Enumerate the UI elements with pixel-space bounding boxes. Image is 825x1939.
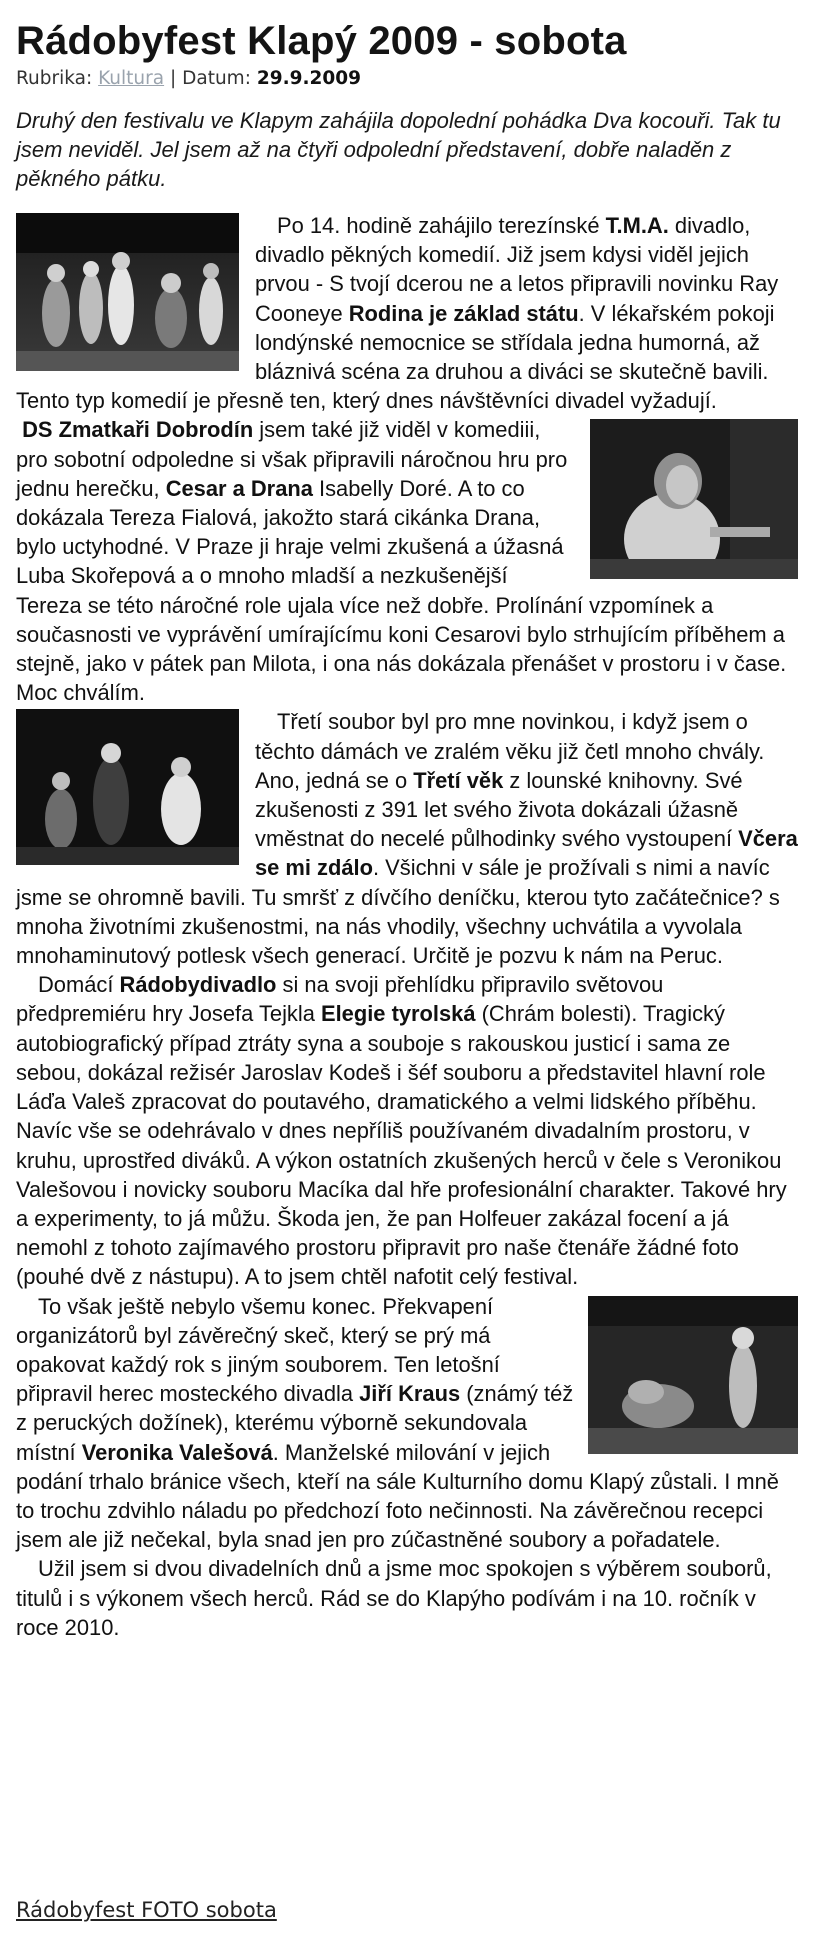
datum-label: Datum: [182, 68, 251, 89]
p3-bold-group: Třetí věk [413, 767, 504, 793]
photo-skec [588, 1296, 798, 1454]
article-body [16, 211, 798, 1642]
photo-cesar-drana-image [590, 419, 798, 579]
photo-treti-vek [16, 709, 239, 865]
article-meta [16, 66, 798, 92]
paragraph-6: Užil jsem si dvou divadelních dnů a jsme moc spokojen s výběrem souborů, titulů i s výkonem všech herců. Rád se do Klapýho podívám i na 10. ročník v roce 2010. [16, 1556, 772, 1640]
p2-text-c: Isabelly Doré. A to co dokázala Tereza Fialová, jakožto stará cikánka Drana, bylo uctyhodné. V Praze ji hraje velmi zkušená a úžasná Luba Skořepová a o mnoho mladší a nezkušenější Tereza se této náročné role ujala více než dobře. Prolínání vzpomínek a současnosti ve vyprávění umírajícímu koni Cesarovi bylo strhujícím příběhem a stejně, jako v pátek pan Milota, i ona nás dokázala přenášet v prostoru i v čase. Moc chválím. [16, 475, 787, 706]
p1-bold-tma: T.M.A. [605, 213, 669, 238]
rubrika-label: Rubrika: [16, 68, 93, 89]
p5-bold-actor: Jiří Kraus [359, 1381, 461, 1407]
article [16, 18, 798, 1642]
photo-cesar-drana [590, 419, 798, 579]
p2-text-a: jsem také již viděl v komediii, pro sobotní odpoledne si však připravili náročnou hru pro jednu herečku, [16, 417, 568, 501]
p1-bold-title: Rodina je základ státu [348, 300, 579, 326]
p1-text-a: Po 14. hodině zahájilo terezínské [277, 213, 606, 238]
article-title: Rádobyfest Klapý 2009 - sobota [16, 19, 627, 63]
p5-text-d: . Manželské milování v jejich podání trhalo bránice všech, kteří na sále Kulturního domu Klapý zůstali. I mně to trochu zdvihlo náladu po předchozí foto nečinnosti. Na závěrečnou recepci jsem ale již nečekal, byla snad jen pro zúčastněné soubory a pořadatele. [16, 1439, 779, 1553]
p4-bold-group: Rádobydivadlo [119, 972, 277, 998]
p3-text-a: Třetí soubor byl pro mne novinkou, i když jsem o těchto dámách ve zralém věku již četl mnoho chvály. Ano, jedná se o [255, 709, 765, 793]
photo-tma-stage-image [16, 213, 239, 371]
p1-text-c: divadlo, divadlo pěkných komedií. Již jsem kdysi viděl jejich prvou - S tvojí dcerou ne a letos připravili novinku Ray Cooneye [255, 213, 779, 326]
p3-text-c: z lounské knihovny. Své zkušenosti z 391 let svého života dokázali úžasně vměstnat do necelé půlhodinky svého vystoupení [255, 767, 743, 852]
meta-separator: | [169, 68, 177, 89]
photo-skec-image [588, 1296, 798, 1454]
datum-value: 29.9.2009 [256, 68, 361, 89]
article-lead: Druhý den festivalu ve Klapym zahájila dopolední pohádka Dva kocouři. Tak tu jsem neviděl. Jel jsem až na čtyři odpolední představení, dobře naladěn z pěkného pátku. [16, 108, 781, 191]
p4-bold-title: Elegie tyrolská [321, 1001, 476, 1027]
p4-text-d: (Chrám bolesti). Tragický autobiografický případ ztráty syna a souboje s rakouskou justicí i sama ze sebou, dokázal režisér Jaroslav Kodeš i šéf souboru a představitel hlavní role Láďa Valeš zpracovat do poutavého, dramatického a velmi lidského příběhu. Navíc vše se odehrávalo v dnes nepříliš používaném divadalním prostoru, v kruhu, uprostřed diváků. A výkon ostatních zkušených herců v čele s Veronikou Valešovou i novicky souboru Macíka dal hře profesionální charakter. Takové hry a experimenty, to já můžu. Škoda jen, že pan Holfeuer zakázal focení a já nemohl z tohoto zajímavého prostoru připravit pro naše čtenáře žádné foto (pouhé dvě z nástupu). A to jsem chtěl nafotit celý festival. [16, 1001, 787, 1290]
p4-text-a: Domácí [38, 972, 120, 998]
p3-bold-title: Včera se mi zdálo [255, 826, 798, 881]
p1-text-d: . V lékařském pokoji londýnské nemocnice se střídala jedna humorná, až bláznivá scéna za druhou a diváci se skutečně bavili. Tento typ komedií je přesně ten, který dnes návštěvníci divadel vyžadují. [16, 300, 775, 414]
p2-bold-title: Cesar a Drana [165, 475, 313, 501]
p4-text-c: si na svoji přehlídku připravilo světovou předpremiéru hry Josefa Tejkla [16, 972, 664, 1027]
p2-bold-ds: DS Zmatkaři Dobrodín [22, 417, 254, 443]
foto-gallery-link[interactable]: Rádobyfest FOTO sobota [16, 1898, 277, 1922]
rubrika-link[interactable]: Kultura [98, 68, 165, 89]
p5-text-c: (známý též z peruckých dožínek), kterému výborně sekundovala místní [16, 1381, 574, 1465]
paragraph-4 [16, 970, 798, 1291]
p3-text-d: . Všichni v sále je prožívali s nimi a navíc jsme se ohromně bavili. Tu smršť z dívčího deníčku, kterou tyto začátečnice? s mnoha životními zkušenostmi, na nás vhodily, všechny uchvátila a vyvolala mnohaminutový potlesk všech generací. Určitě je pozvu k nám na Peruc. [16, 855, 780, 969]
p5-text-a: To však ještě nebylo všemu konec. Překvapení organizátorů byl závěrečný skeč, který se prý má opakovat každý rok s jiným souborem. Ten letošní připravil herec mosteckého divadla [16, 1293, 500, 1407]
photo-treti-vek-image [16, 709, 239, 865]
photo-tma-stage [16, 213, 239, 371]
p5-bold-actress: Veronika Valešová [81, 1439, 273, 1465]
